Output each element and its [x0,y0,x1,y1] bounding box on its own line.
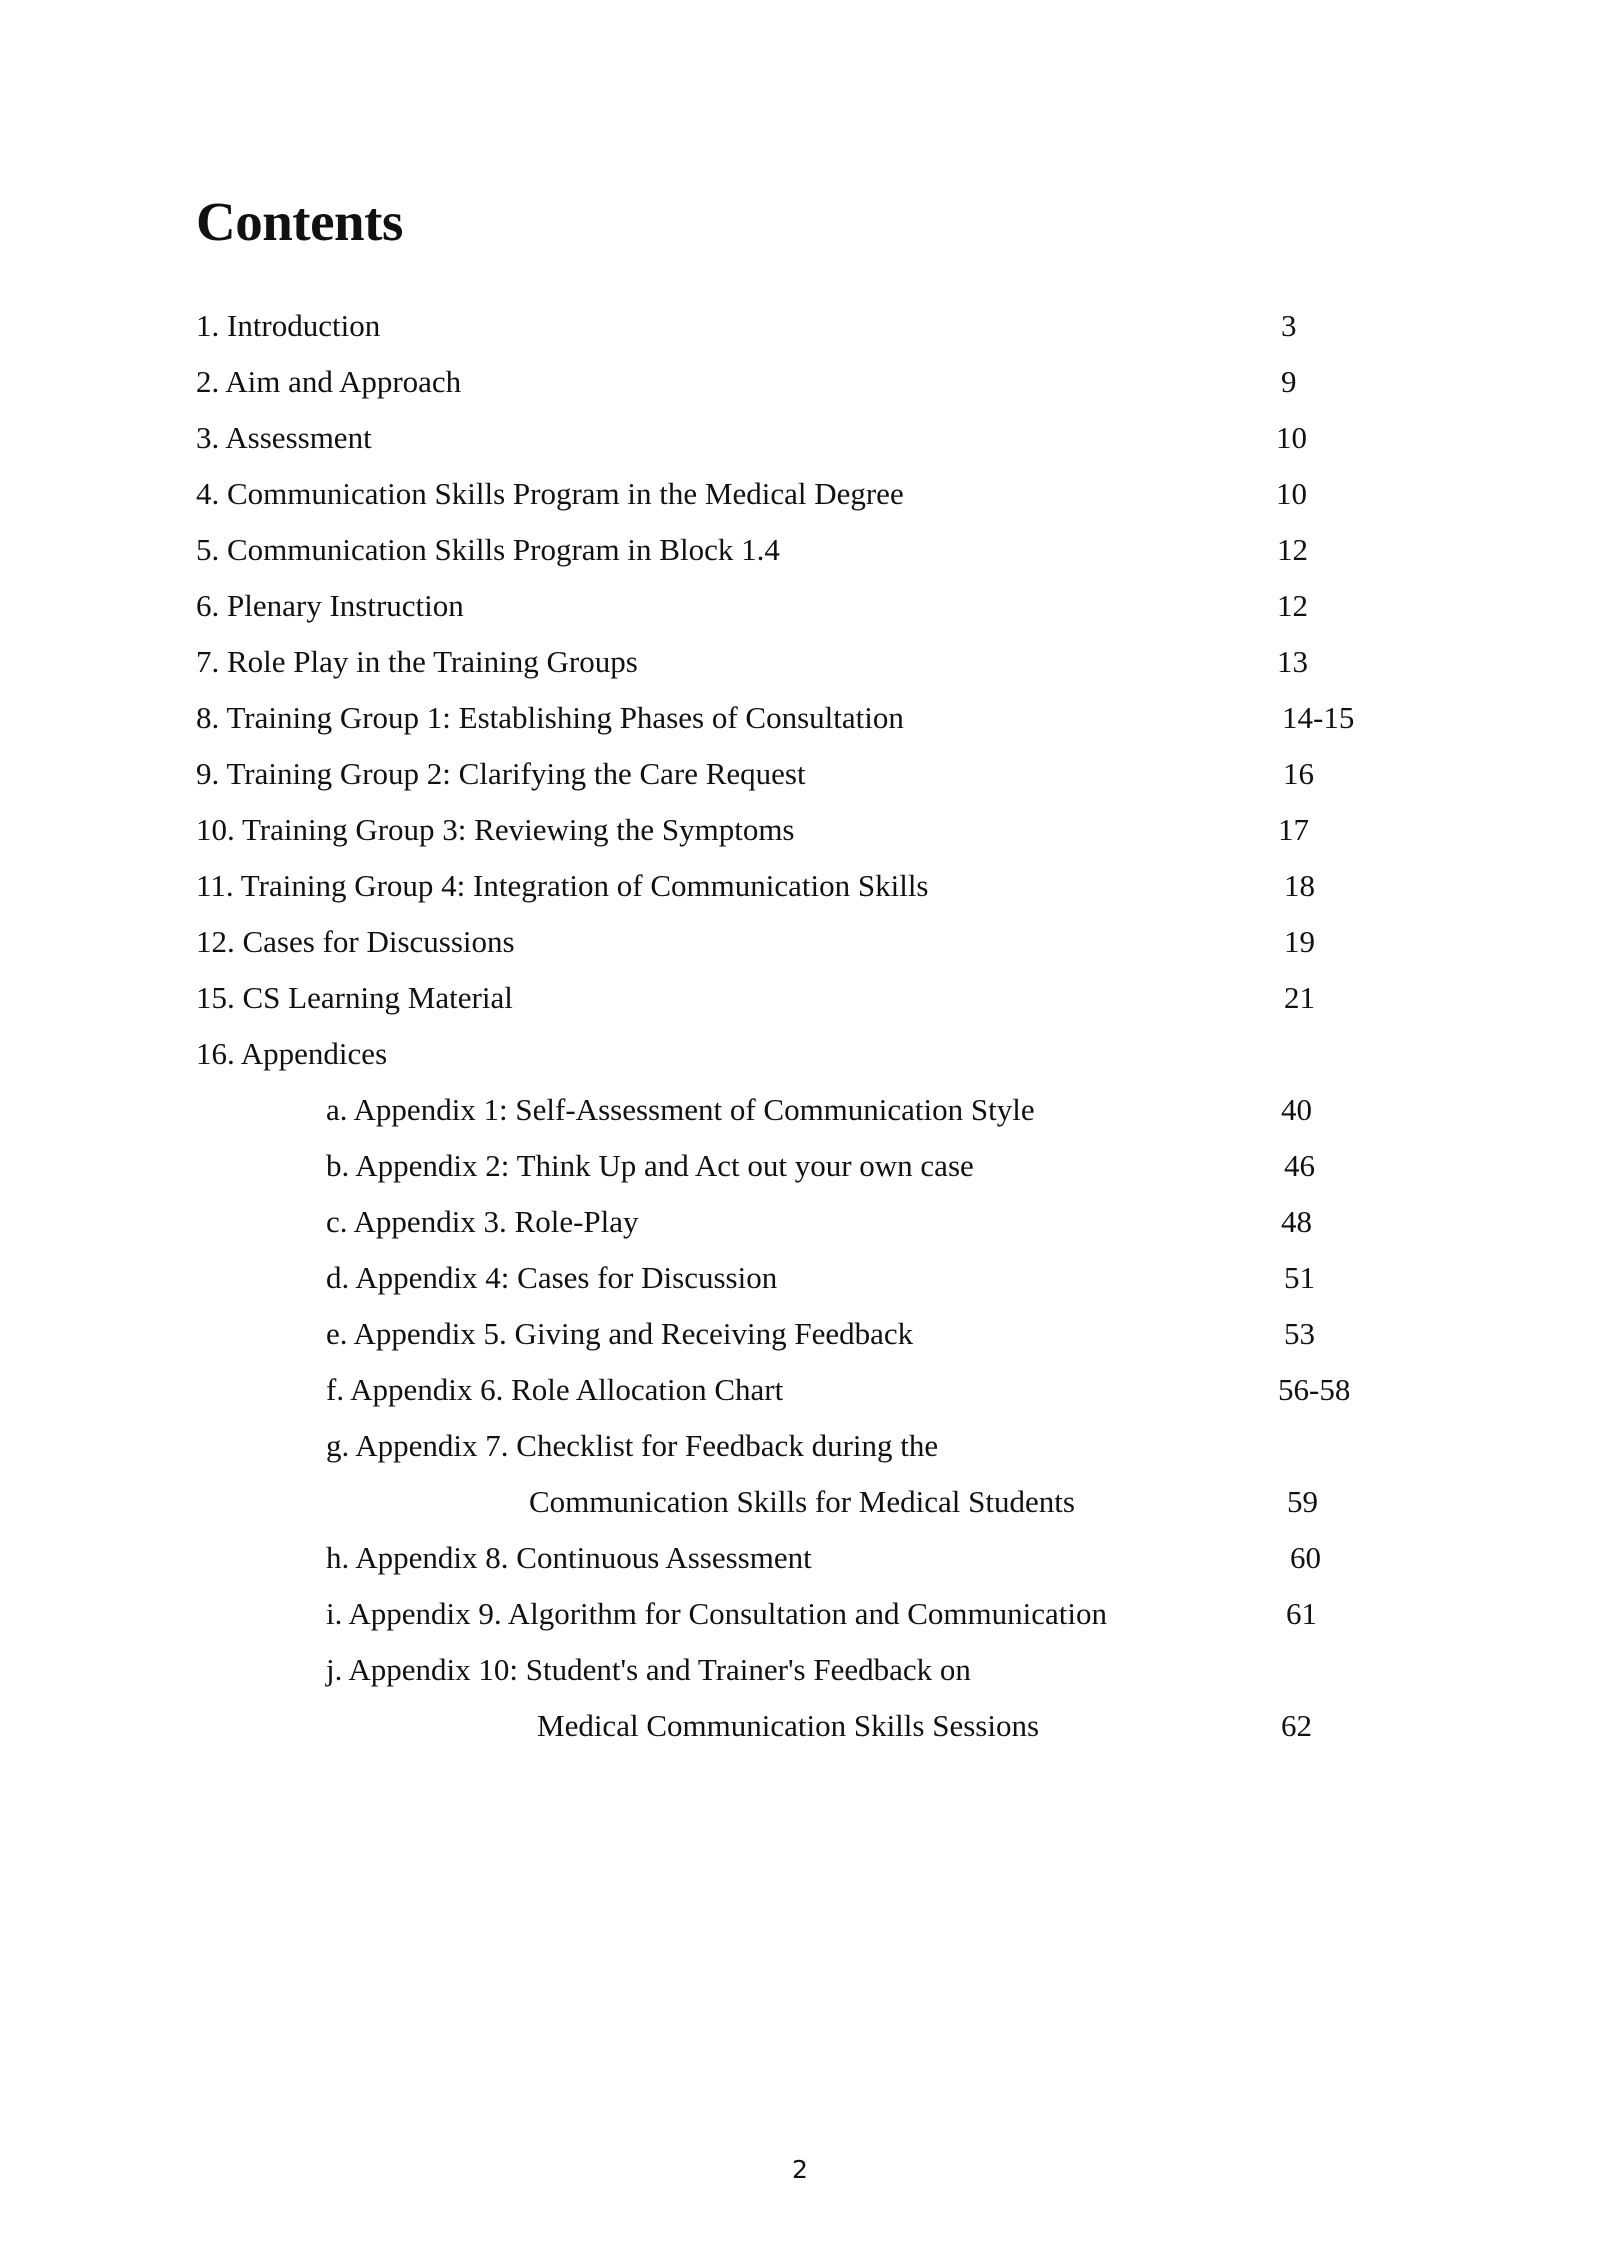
toc-entry-label: 11. Training Group 4: Integration of Communication Skills [196,868,929,903]
toc-entry-label: 2. Aim and Approach [196,364,462,399]
toc-appendix-entry [326,1144,1426,1188]
toc-entry-page: 46 [1284,1148,1315,1183]
toc-entry [196,416,1396,460]
toc-entry-page: 13 [1277,644,1308,679]
toc-entry-label: h. Appendix 8. Continuous Assessment [326,1540,812,1575]
toc-entry-label: 16. Appendices [196,1036,388,1071]
toc-entry-page: 59 [1287,1484,1318,1519]
toc-entry [196,528,1396,572]
toc-entry [196,864,1396,908]
toc-entry-page: 19 [1284,924,1315,959]
toc-appendix-entry [326,1536,1426,1580]
toc-appendix-entry [326,1312,1426,1356]
toc-entry-label: 8. Training Group 1: Establishing Phases of Consultation [196,700,904,735]
toc-appendix-entry [326,1648,1426,1692]
toc-entry-label: i. Appendix 9. Algorithm for Consultation and Communication [326,1596,1107,1631]
page-number: 2 [792,2155,808,2184]
toc-entry-page: 14-15 [1282,700,1355,735]
toc-entry-page: 9 [1281,364,1297,399]
toc-appendix-entry [326,1592,1426,1636]
toc-entry [196,752,1396,796]
toc-entry-label: 5. Communication Skills Program in Block 1.4 [196,532,780,567]
toc-entry-page: 17 [1278,812,1309,847]
toc-appendix-continuation [537,1704,1437,1748]
toc-entry-label: d. Appendix 4: Cases for Discussion [326,1260,778,1295]
toc-appendix-entry [326,1256,1426,1300]
toc-entry-label: b. Appendix 2: Think Up and Act out your own case [326,1148,974,1183]
toc-entry-label: c. Appendix 3. Role-Play [326,1204,639,1239]
toc-entry-page: 10 [1276,476,1307,511]
toc-entry-label: 10. Training Group 3: Reviewing the Symptoms [196,812,795,847]
toc-entry-label: e. Appendix 5. Giving and Receiving Feedback [326,1316,914,1351]
toc-entry-label: 12. Cases for Discussions [196,924,515,959]
toc-entry [196,1032,1396,1076]
toc-entry-page: 56-58 [1278,1372,1351,1407]
toc-entry [196,696,1396,740]
toc-entry-label: 3. Assessment [196,420,372,455]
toc-entry-label: j. Appendix 10: Student's and Trainer's Feedback on [326,1652,971,1687]
toc-entry-page: 21 [1284,980,1315,1015]
toc-entry-page: 51 [1284,1260,1315,1295]
toc-entry [196,808,1396,852]
toc-entry-label: 7. Role Play in the Training Groups [196,644,638,679]
toc-entry-label: a. Appendix 1: Self-Assessment of Communication Style [326,1092,1035,1127]
toc-entry-page: 40 [1281,1092,1312,1127]
toc-entry-page: 16 [1283,756,1314,791]
toc-entry-page: 61 [1286,1596,1317,1631]
toc-entry-label: 9. Training Group 2: Clarifying the Care Request [196,756,806,791]
toc-entry-label: f. Appendix 6. Role Allocation Chart [326,1372,784,1407]
toc-entry [196,920,1396,964]
toc-appendix-entry [326,1200,1426,1244]
toc-entry-page: 48 [1281,1204,1312,1239]
toc-appendix-entry [326,1424,1426,1468]
toc-entry-page: 12 [1277,588,1308,623]
toc-appendix-continuation [529,1480,1429,1524]
toc-entry-label: g. Appendix 7. Checklist for Feedback during the [326,1428,939,1463]
toc-entry-page: 62 [1281,1708,1312,1743]
toc-entry-label: 4. Communication Skills Program in the Medical Degree [196,476,904,511]
toc-entry-label: 15. CS Learning Material [196,980,513,1015]
toc-entry-page: 53 [1284,1316,1315,1351]
toc-entry-page: 18 [1284,868,1315,903]
toc-entry [196,360,1396,404]
toc-entry-label: 1. Introduction [196,308,381,343]
toc-entry [196,304,1396,348]
toc-entry [196,640,1396,684]
page-title: Contents [196,191,403,252]
toc-appendix-entry [326,1368,1426,1412]
toc-entry-label: Medical Communication Skills Sessions [537,1708,1040,1743]
toc-entry [196,472,1396,516]
toc-entry-page: 3 [1281,308,1297,343]
toc-entry-page: 10 [1276,420,1307,455]
toc-entry [196,584,1396,628]
toc-entry-page: 12 [1277,532,1308,567]
toc-entry-label: 6. Plenary Instruction [196,588,464,623]
toc-entry-page: 60 [1290,1540,1321,1575]
toc-appendix-entry [326,1088,1426,1132]
toc-entry [196,976,1396,1020]
toc-entry-label: Communication Skills for Medical Students [529,1484,1075,1519]
